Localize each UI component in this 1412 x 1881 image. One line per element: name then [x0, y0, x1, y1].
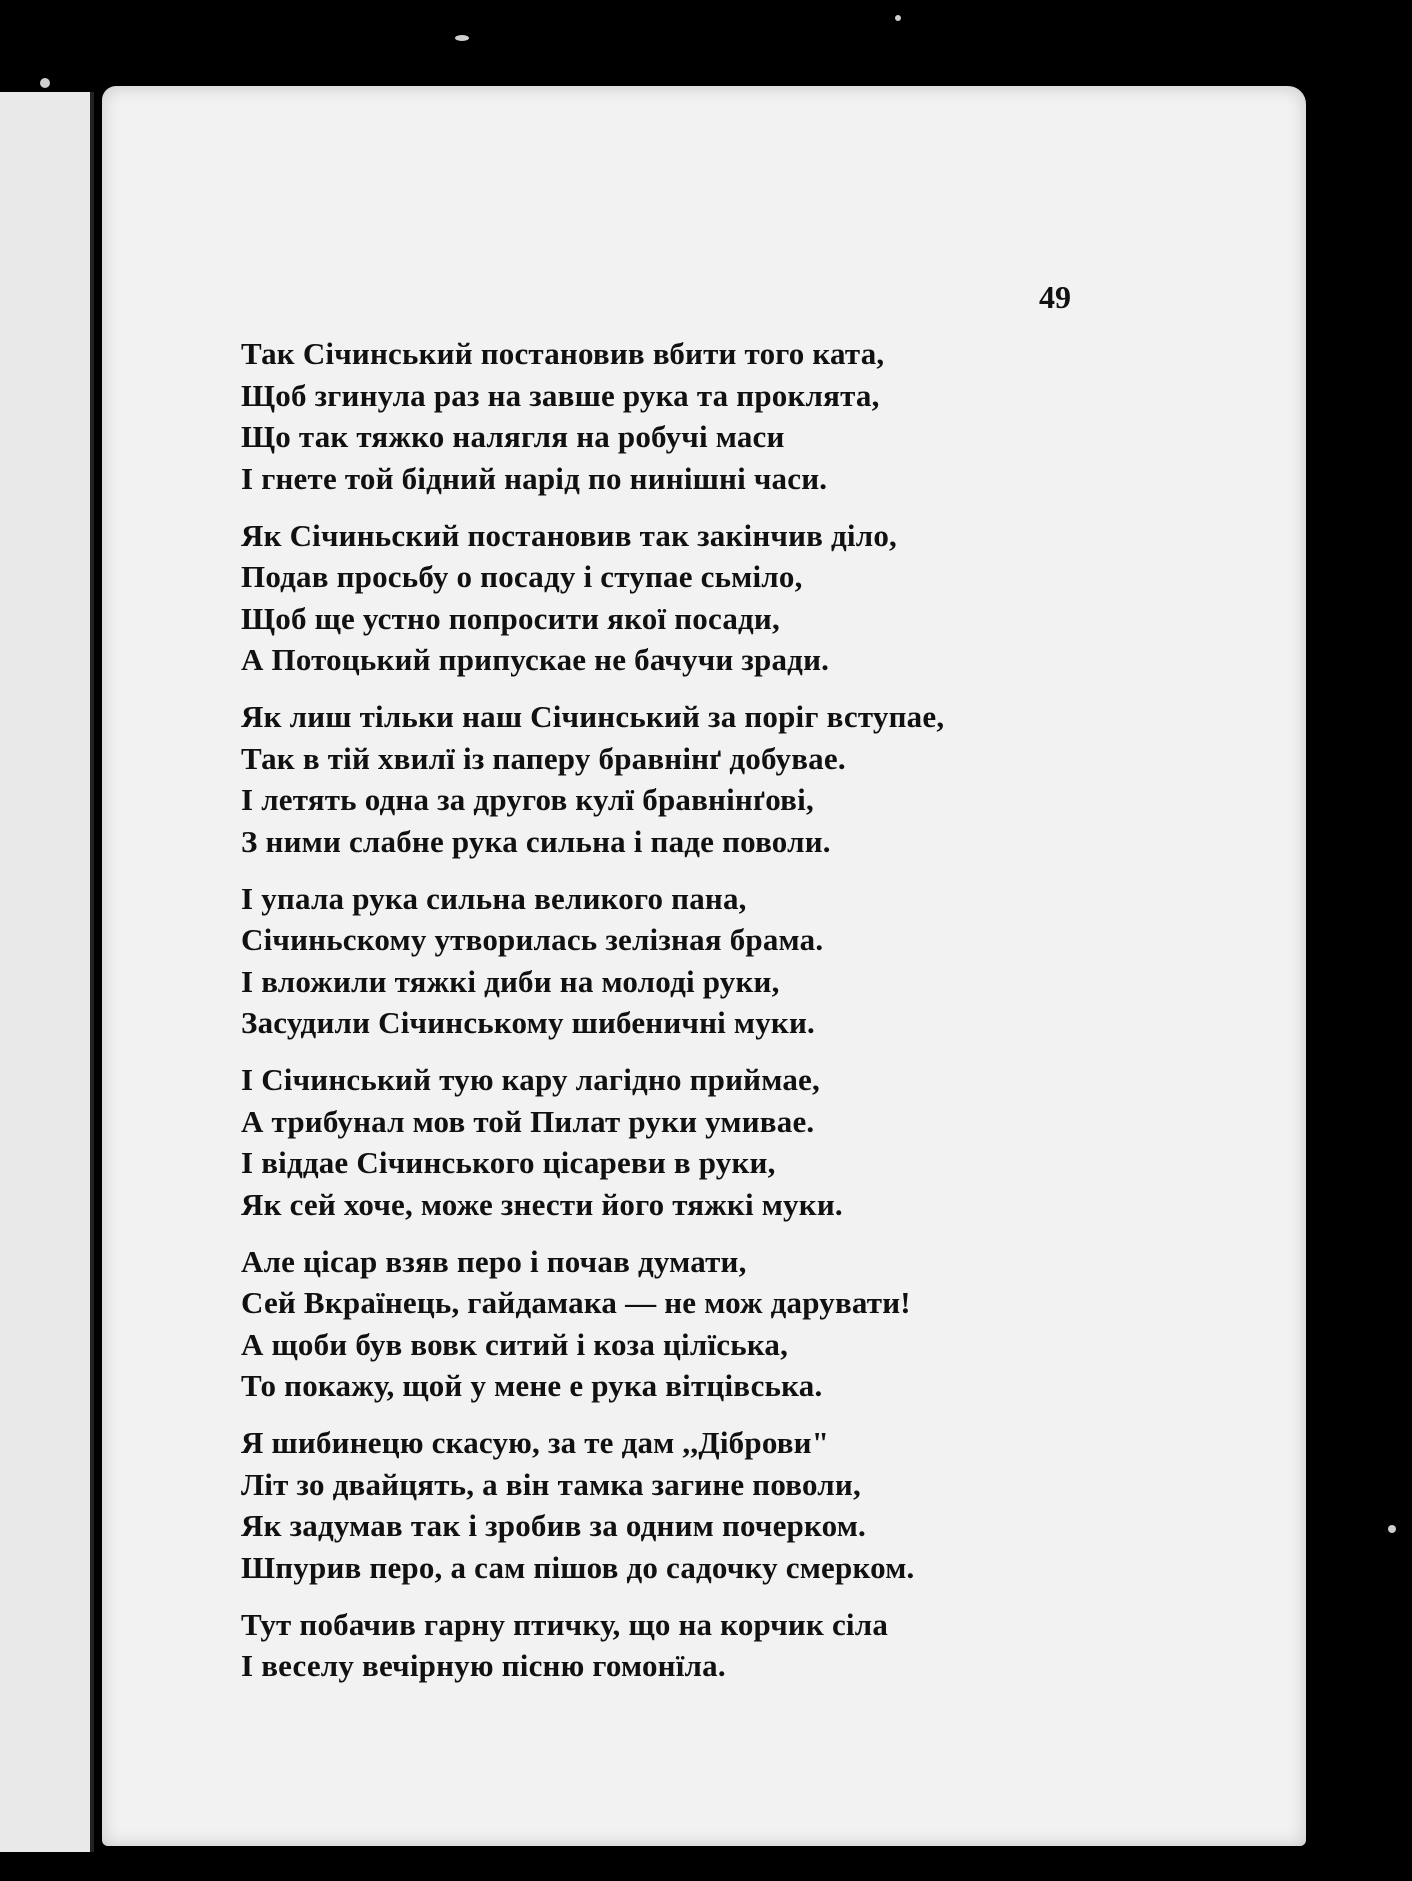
- poem-line: Як сей хоче, може знести його тяжкі муки.: [241, 1186, 843, 1222]
- poem-line: Так в тій хвилї із паперу бравнінґ добувае.: [241, 740, 846, 776]
- stanza: [241, 515, 1071, 681]
- poem-line: А трибунал мов той Пилат руки умивае.: [241, 1103, 815, 1139]
- poem-line: І гнете той бідний нарід по нинішні часи.: [241, 460, 828, 496]
- scan-speck: [1388, 1525, 1396, 1533]
- stanza: [241, 878, 1071, 1044]
- left-page-edge: [0, 92, 94, 1852]
- poem-line: І Січинський тую кару лагідно приймае,: [241, 1062, 820, 1097]
- stanza: [241, 1241, 1071, 1407]
- poem-line: Щоб ще устно попросити якої посади,: [241, 600, 780, 636]
- poem-line: Січиньскому утворилась зелізная брама.: [241, 922, 824, 957]
- stanza: [241, 1059, 1071, 1225]
- scan-speck: [455, 35, 469, 41]
- page-number: 49: [1039, 279, 1071, 315]
- poem-line: І віддае Січинського цісареви в руки,: [241, 1145, 776, 1180]
- poem-line: З ними слабне рука сильна і паде поволи.: [241, 823, 831, 859]
- poem-line: Як задумав так і зробив за одним почерком.: [241, 1508, 867, 1543]
- poem-line: І вложили тяжкі диби на молоді руки,: [241, 963, 780, 999]
- poem-line: Так Січинський постановив вбити того ката,: [241, 336, 885, 371]
- poem-line: Я шибинецю скасую, за те дам ,,Діброви": [241, 1425, 830, 1460]
- stanza: [241, 1422, 1071, 1588]
- stanza: [241, 333, 1071, 499]
- scan-speck: [40, 78, 50, 88]
- poem-line: А щоби був вовк ситий і коза цілїська,: [241, 1326, 789, 1362]
- poem-line: Тут побачив гарну птичку, що на корчик сіла: [241, 1606, 889, 1642]
- poem-line: Шпурив перо, а сам пішов до садочку смерком.: [241, 1549, 915, 1585]
- poem-line: І упала рука сильна великого пана,: [241, 880, 747, 916]
- poem-line: І летять одна за другов кулї бравнінґові,: [241, 782, 814, 817]
- poem-line: І веселу вечірную пісню гомонїла.: [241, 1648, 726, 1683]
- poem-line: Як Січиньский постановив так закінчив діло,: [241, 517, 897, 553]
- poem-line: Літ зо двайцять, а він тамка загине поволи,: [241, 1466, 861, 1502]
- stanza: [241, 696, 1071, 862]
- poem-line: Щоб згинула раз на завше рука та проклята,: [241, 377, 880, 413]
- poem-line: Але цісар взяв перо і почав думати,: [241, 1243, 747, 1279]
- poem-line: Як лиш тільки наш Січинський за поріг вступае,: [241, 699, 945, 734]
- poem-line: Подав просьбу о посаду і ступае сьміло,: [241, 559, 803, 594]
- scan-speck: [895, 15, 901, 21]
- poem-line: То покажу, щой у мене е рука вітцівська.: [241, 1368, 823, 1403]
- poem-line: А Потоцький припускае не бачучи зради.: [241, 642, 830, 677]
- poem-text: [241, 333, 1071, 1702]
- poem-line: Що так тяжко налягля на робучі маси: [241, 419, 785, 454]
- poem-line: Сей Вкраїнець, гайдамака — не мож дарувати!: [241, 1285, 911, 1320]
- poem-line: Засудили Січинському шибеничні муки.: [241, 1005, 815, 1040]
- stanza: [241, 1604, 1071, 1687]
